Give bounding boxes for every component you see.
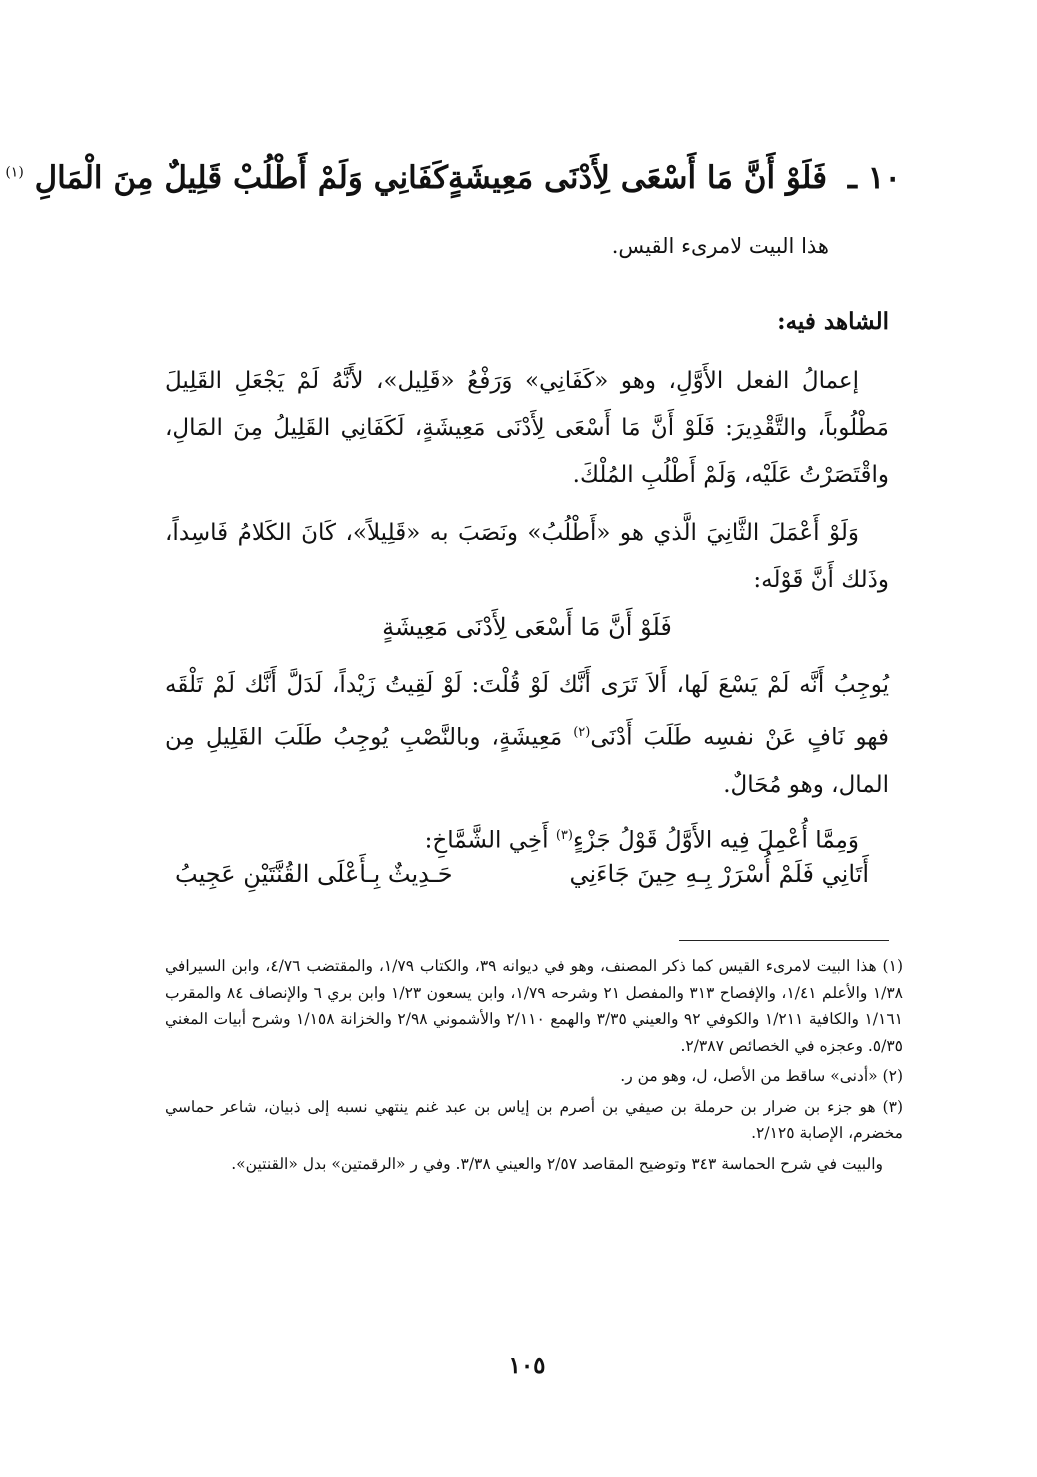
main-verse-second-half: كَفَانِي وَلَمْ أَطْلُبْ قَلِيلٌ مِنَ الْمَالِ $^{(١)}$ [5,160,448,196]
footnote-3-continued: والبيت في شرح الحماسة ٣٤٣ وتوضيح المقاصد ٢/٥٧ والعيني ٣/٣٨. وفي ر «الرقمتين» بدل «القنتين». [231,1154,883,1173]
footnote-3: (٣) هو جزء بن ضرار بن حرملة بن صيفي بن أصرم بن إياس بن عبد غنم ينتهي نسبه إلى ذبيان، شاعر حماسي مخضرم، الإصابة ٢/١٢٥. [165,1097,903,1142]
page-number: ١٠٥ [508,1352,546,1379]
verse-attribution: هذا البيت لامرىء القيس. [611,234,829,258]
book-page [5,0,904,1477]
footnote-ref-2[interactable]: (٢) [573,725,591,740]
main-verse-first-half: ١٠ ـ فَلَوْ أَنَّ مَا أَسْعَى لِأَدْنَى مَعِيشَةٍ [448,160,901,196]
paragraph-3: يُوجِبُ أَنَّه لَمْ يَسْعَ لَها، أَلاَ تَرَى أَنَّك لَوْ قُلْتَ: لَوْ لَقِيتُ زَيْداً، لَدَلَّ أَنَّك لَمْ تَلْقَه فهو نَافٍ عَنْ نفسِه طَلَبَ أَدْنَى$^{(٢)}$ مَعِيشَةٍ، وبالنَّصْبِ يُوجِبُ طَلَبَ القَلِيلِ مِن المال، وهو مُحَالٌ. [165,672,889,798]
footnote-ref-1[interactable]: (١) [5,164,24,181]
second-verse-second-half: حَـدِيثٌ بِـأَعْلَى القُنَّتَيْنِ عَجِيبُ [175,860,453,888]
paragraph-2: وَلَوْ أَعْمَلَ الثَّانِيَ الَّذي هو «أَطْلُبُ» ونَصَبَ به «قَلِيلاً»، كَانَ الكَلامُ فَاسِداً، وذَلك أَنَّ قَوْلَه: [165,520,889,593]
footnote-1: (١) هذا البيت لامرىء القيس كما ذكر المصنف، وهو في ديوانه ٣٩، والكتاب ١/٧٩، والمقتضب ٤/٧٦، وابن السيرافي ١/٣٨ والأعلم ١/٤١، والإفصاح ٣١٣ والمفصل ٢١ وشرحه ١/٧٩، وابن يسعون ١/٢٣ وابن بري ٦ والإنصاف ٨٤ والمقرب ١/١٦١ والكافية ١/٢١١ والكوفي ٩٢ والعيني ٣/٣٥ والهمع ٢/١١٠ والأشموني ٢/٩٨ والخزانة ١/١٥٨ وشرح أبيات المغني ٥/٣٥. وعجزه في الخصائص ٢/٣٨٧. [165,957,904,1055]
section-heading: الشاهد فيه: [777,308,889,335]
footnote-divider [679,940,889,941]
paragraph-4: وَمِمَّا أُعْمِلَ فِيه الأَوَّلُ قَوْلُ جَزْءٍ$^{(٣)}$ أَخِي الشَّمَّاخِ: [424,827,859,854]
second-verse-first-half: أَتَانِي فَلَمْ أُسْرَرْ بِـهِ حِينَ جَاءَنِي [569,860,869,888]
footnote-ref-3[interactable]: (٣) [555,828,573,843]
verse-number: ١٠ ـ [847,160,901,196]
footnotes [165,953,903,1181]
footnote-2: (٢) «أدنى» ساقط من الأصل، ل، وهو من ر. [620,1067,903,1085]
paragraph-1: إعمالُ الفعل الأَوَّلِ، وهو «كَفَانِي» وَرَفْعُ «قَلِيل»، لأَنَّهُ لَمْ يَجْعَلِ القَلِيلَ مَطْلُوباً، والتَّقْدِيرَ: فَلَوْ أَنَّ مَا أَسْعَى لِأَدْنَى مَعِيشَةٍ، لَكَفَانِي القَلِيلُ مِنَ المَالِ، واقْتَصَرْتُ عَلَيْه، وَلَمْ أَطْلُبِ المُلْكَ. [165,368,889,488]
main-verse [5,160,901,196]
quoted-verse: فَلَوْ أَنَّ مَا أَسْعَى لِأَدْنَى مَعِيشَةٍ [382,613,672,641]
second-verse [175,860,869,888]
